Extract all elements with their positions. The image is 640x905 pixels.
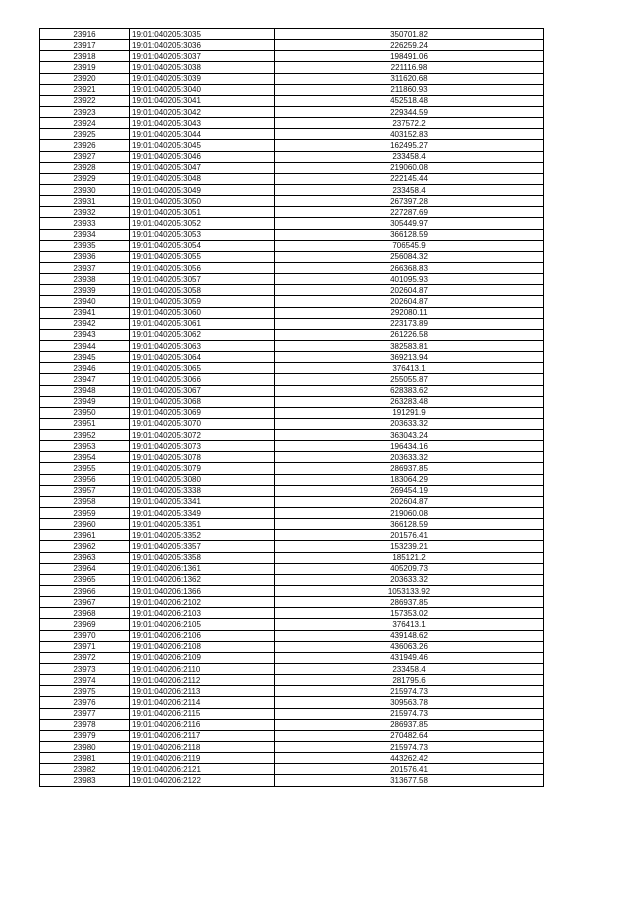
table-row (40, 463, 544, 474)
cadastral-number-cell: 19:01:040205:3064 (130, 352, 275, 363)
row-number-cell: 23983 (40, 775, 130, 786)
row-number-cell: 23956 (40, 474, 130, 485)
row-number-cell: 23973 (40, 664, 130, 675)
table-row (40, 173, 544, 184)
cadastral-value-cell: 237572.2 (275, 118, 544, 129)
cadastral-number-cell: 19:01:040205:3358 (130, 552, 275, 563)
cadastral-number-cell: 19:01:040205:3078 (130, 452, 275, 463)
cadastral-value-cell: 215974.73 (275, 686, 544, 697)
cadastral-value-cell: 191291.9 (275, 407, 544, 418)
cadastral-number-cell: 19:01:040205:3058 (130, 285, 275, 296)
cadastral-number-cell: 19:01:040205:3054 (130, 240, 275, 251)
row-number-cell: 23937 (40, 262, 130, 273)
table-row (40, 474, 544, 485)
cadastral-value-cell: 183064.29 (275, 474, 544, 485)
cadastral-value-cell: 221116.98 (275, 62, 544, 73)
row-number-cell: 23959 (40, 508, 130, 519)
cadastral-number-cell: 19:01:040205:3349 (130, 508, 275, 519)
cadastral-value-cell: 196434.16 (275, 441, 544, 452)
cadastral-value-cell: 202604.87 (275, 285, 544, 296)
cadastral-value-cell: 366128.59 (275, 229, 544, 240)
cadastral-value-cell: 405209.73 (275, 563, 544, 574)
cadastral-number-cell: 19:01:040206:2119 (130, 753, 275, 764)
cadastral-number-cell: 19:01:040205:3357 (130, 541, 275, 552)
table-row (40, 62, 544, 73)
cadastral-number-cell: 19:01:040205:3043 (130, 118, 275, 129)
cadastral-number-cell: 19:01:040205:3050 (130, 196, 275, 207)
cadastral-number-cell: 19:01:040206:1366 (130, 586, 275, 597)
cadastral-value-cell: 215974.73 (275, 708, 544, 719)
row-number-cell: 23935 (40, 240, 130, 251)
table-row (40, 118, 544, 129)
cadastral-value-cell: 233458.4 (275, 184, 544, 195)
cadastral-value-cell: 382583.81 (275, 340, 544, 351)
cadastral-number-cell: 19:01:040205:3056 (130, 262, 275, 273)
row-number-cell: 23946 (40, 363, 130, 374)
cadastral-number-cell: 19:01:040205:3046 (130, 151, 275, 162)
cadastral-number-cell: 19:01:040205:3067 (130, 385, 275, 396)
table-row (40, 764, 544, 775)
table-row (40, 329, 544, 340)
table-row (40, 307, 544, 318)
table-row (40, 40, 544, 51)
table-row (40, 296, 544, 307)
cadastral-value-cell: 219060.08 (275, 162, 544, 173)
cadastral-value-cell: 443262.42 (275, 753, 544, 764)
cadastral-value-cell: 292080.11 (275, 307, 544, 318)
cadastral-value-cell: 286937.85 (275, 463, 544, 474)
table-row (40, 652, 544, 663)
row-number-cell: 23932 (40, 207, 130, 218)
row-number-cell: 23955 (40, 463, 130, 474)
cadastral-value-cell: 198491.06 (275, 51, 544, 62)
table-row (40, 441, 544, 452)
cadastral-value-table (39, 28, 544, 787)
table-row (40, 530, 544, 541)
row-number-cell: 23964 (40, 563, 130, 574)
row-number-cell: 23975 (40, 686, 130, 697)
cadastral-number-cell: 19:01:040205:3080 (130, 474, 275, 485)
cadastral-number-cell: 19:01:040206:2109 (130, 652, 275, 663)
row-number-cell: 23953 (40, 441, 130, 452)
cadastral-number-cell: 19:01:040206:2121 (130, 764, 275, 775)
cadastral-number-cell: 19:01:040205:3066 (130, 374, 275, 385)
row-number-cell: 23936 (40, 251, 130, 262)
cadastral-value-cell: 153239.21 (275, 541, 544, 552)
cadastral-value-cell: 261226.58 (275, 329, 544, 340)
row-number-cell: 23922 (40, 95, 130, 106)
row-number-cell: 23971 (40, 641, 130, 652)
cadastral-number-cell: 19:01:040205:3063 (130, 340, 275, 351)
cadastral-value-cell: 223173.89 (275, 318, 544, 329)
row-number-cell: 23965 (40, 574, 130, 585)
table-row (40, 374, 544, 385)
cadastral-value-cell: 229344.59 (275, 106, 544, 117)
table-row (40, 218, 544, 229)
cadastral-value-cell: 219060.08 (275, 508, 544, 519)
table-row (40, 318, 544, 329)
table-row (40, 641, 544, 652)
table-row (40, 574, 544, 585)
row-number-cell: 23917 (40, 40, 130, 51)
table-row (40, 73, 544, 84)
cadastral-value-cell: 363043.24 (275, 430, 544, 441)
cadastral-number-cell: 19:01:040205:3062 (130, 329, 275, 340)
row-number-cell: 23951 (40, 418, 130, 429)
cadastral-number-cell: 19:01:040206:2108 (130, 641, 275, 652)
row-number-cell: 23962 (40, 541, 130, 552)
table-row (40, 184, 544, 195)
cadastral-value-cell: 350701.82 (275, 29, 544, 40)
table-row (40, 664, 544, 675)
cadastral-value-cell: 366128.59 (275, 519, 544, 530)
row-number-cell: 23918 (40, 51, 130, 62)
cadastral-value-cell: 270482.64 (275, 730, 544, 741)
table-row (40, 129, 544, 140)
row-number-cell: 23958 (40, 496, 130, 507)
table-row (40, 719, 544, 730)
table-row (40, 151, 544, 162)
table-row (40, 608, 544, 619)
cadastral-value-cell: 281795.6 (275, 675, 544, 686)
cadastral-value-cell: 376413.1 (275, 363, 544, 374)
cadastral-value-cell: 267397.28 (275, 196, 544, 207)
cadastral-value-cell: 201576.41 (275, 530, 544, 541)
cadastral-number-cell: 19:01:040206:2113 (130, 686, 275, 697)
row-number-cell: 23978 (40, 719, 130, 730)
cadastral-value-cell: 376413.1 (275, 619, 544, 630)
row-number-cell: 23981 (40, 753, 130, 764)
cadastral-value-cell: 157353.02 (275, 608, 544, 619)
table-row (40, 485, 544, 496)
row-number-cell: 23976 (40, 697, 130, 708)
row-number-cell: 23960 (40, 519, 130, 530)
cadastral-number-cell: 19:01:040205:3041 (130, 95, 275, 106)
cadastral-value-cell: 203633.32 (275, 574, 544, 585)
cadastral-number-cell: 19:01:040206:2106 (130, 630, 275, 641)
cadastral-value-cell: 202604.87 (275, 496, 544, 507)
row-number-cell: 23952 (40, 430, 130, 441)
cadastral-number-cell: 19:01:040205:3049 (130, 184, 275, 195)
table-row (40, 697, 544, 708)
row-number-cell: 23982 (40, 764, 130, 775)
cadastral-value-cell: 263283.48 (275, 396, 544, 407)
row-number-cell: 23921 (40, 84, 130, 95)
table-row (40, 240, 544, 251)
row-number-cell: 23974 (40, 675, 130, 686)
cadastral-number-cell: 19:01:040205:3057 (130, 274, 275, 285)
row-number-cell: 23929 (40, 173, 130, 184)
row-number-cell: 23969 (40, 619, 130, 630)
cadastral-value-cell: 305449.97 (275, 218, 544, 229)
cadastral-number-cell: 19:01:040205:3038 (130, 62, 275, 73)
row-number-cell: 23923 (40, 106, 130, 117)
cadastral-number-cell: 19:01:040205:3036 (130, 40, 275, 51)
cadastral-value-cell: 628383.62 (275, 385, 544, 396)
row-number-cell: 23931 (40, 196, 130, 207)
table-row (40, 775, 544, 786)
table-body (40, 29, 544, 787)
table-row (40, 352, 544, 363)
cadastral-number-cell: 19:01:040206:1361 (130, 563, 275, 574)
row-number-cell: 23961 (40, 530, 130, 541)
cadastral-number-cell: 19:01:040205:3040 (130, 84, 275, 95)
cadastral-number-cell: 19:01:040205:3039 (130, 73, 275, 84)
cadastral-value-cell: 311620.68 (275, 73, 544, 84)
cadastral-number-cell: 19:01:040205:3073 (130, 441, 275, 452)
cadastral-number-cell: 19:01:040205:3037 (130, 51, 275, 62)
table-row (40, 496, 544, 507)
row-number-cell: 23920 (40, 73, 130, 84)
cadastral-number-cell: 19:01:040205:3069 (130, 407, 275, 418)
cadastral-number-cell: 19:01:040205:3351 (130, 519, 275, 530)
table-row (40, 519, 544, 530)
table-row (40, 407, 544, 418)
table-row (40, 597, 544, 608)
cadastral-value-cell: 203633.32 (275, 452, 544, 463)
cadastral-value-cell: 1053133.92 (275, 586, 544, 597)
cadastral-number-cell: 19:01:040206:1362 (130, 574, 275, 585)
table-row (40, 508, 544, 519)
row-number-cell: 23968 (40, 608, 130, 619)
cadastral-value-cell: 266368.83 (275, 262, 544, 273)
table-row (40, 396, 544, 407)
row-number-cell: 23979 (40, 730, 130, 741)
row-number-cell: 23957 (40, 485, 130, 496)
table-row (40, 229, 544, 240)
cadastral-number-cell: 19:01:040205:3068 (130, 396, 275, 407)
cadastral-value-cell: 226259.24 (275, 40, 544, 51)
row-number-cell: 23963 (40, 552, 130, 563)
table-row (40, 106, 544, 117)
cadastral-value-cell: 162495.27 (275, 140, 544, 151)
row-number-cell: 23926 (40, 140, 130, 151)
cadastral-number-cell: 19:01:040205:3338 (130, 485, 275, 496)
table-row (40, 140, 544, 151)
cadastral-number-cell: 19:01:040205:3060 (130, 307, 275, 318)
cadastral-number-cell: 19:01:040205:3044 (130, 129, 275, 140)
row-number-cell: 23942 (40, 318, 130, 329)
row-number-cell: 23947 (40, 374, 130, 385)
cadastral-value-cell: 313677.58 (275, 775, 544, 786)
cadastral-number-cell: 19:01:040206:2102 (130, 597, 275, 608)
table-row (40, 207, 544, 218)
cadastral-number-cell: 19:01:040205:3065 (130, 363, 275, 374)
row-number-cell: 23977 (40, 708, 130, 719)
table-row (40, 753, 544, 764)
table-row (40, 51, 544, 62)
row-number-cell: 23980 (40, 742, 130, 753)
cadastral-value-cell: 227287.69 (275, 207, 544, 218)
row-number-cell: 23950 (40, 407, 130, 418)
cadastral-number-cell: 19:01:040205:3048 (130, 173, 275, 184)
cadastral-value-cell: 436063.26 (275, 641, 544, 652)
cadastral-number-cell: 19:01:040206:2116 (130, 719, 275, 730)
cadastral-number-cell: 19:01:040206:2117 (130, 730, 275, 741)
row-number-cell: 23943 (40, 329, 130, 340)
cadastral-value-cell: 215974.73 (275, 742, 544, 753)
cadastral-value-cell: 233458.4 (275, 151, 544, 162)
cadastral-value-cell: 233458.4 (275, 664, 544, 675)
table-row (40, 452, 544, 463)
cadastral-number-cell: 19:01:040205:3053 (130, 229, 275, 240)
cadastral-number-cell: 19:01:040205:3061 (130, 318, 275, 329)
row-number-cell: 23925 (40, 129, 130, 140)
row-number-cell: 23972 (40, 652, 130, 663)
table-row (40, 84, 544, 95)
table-row (40, 541, 544, 552)
table-row (40, 29, 544, 40)
cadastral-value-cell: 222145.44 (275, 173, 544, 184)
table-row (40, 586, 544, 597)
cadastral-value-cell: 401095.93 (275, 274, 544, 285)
cadastral-number-cell: 19:01:040205:3047 (130, 162, 275, 173)
cadastral-number-cell: 19:01:040206:2115 (130, 708, 275, 719)
row-number-cell: 23944 (40, 340, 130, 351)
cadastral-value-cell: 211860.93 (275, 84, 544, 95)
cadastral-value-cell: 185121.2 (275, 552, 544, 563)
cadastral-number-cell: 19:01:040205:3352 (130, 530, 275, 541)
row-number-cell: 23949 (40, 396, 130, 407)
row-number-cell: 23916 (40, 29, 130, 40)
cadastral-value-cell: 269454.19 (275, 485, 544, 496)
table-row (40, 730, 544, 741)
cadastral-number-cell: 19:01:040205:3341 (130, 496, 275, 507)
cadastral-value-cell: 286937.85 (275, 597, 544, 608)
cadastral-number-cell: 19:01:040206:2103 (130, 608, 275, 619)
table-row (40, 274, 544, 285)
cadastral-number-cell: 19:01:040206:2118 (130, 742, 275, 753)
table-row (40, 552, 544, 563)
cadastral-number-cell: 19:01:040205:3079 (130, 463, 275, 474)
cadastral-number-cell: 19:01:040205:3072 (130, 430, 275, 441)
cadastral-value-cell: 309563.78 (275, 697, 544, 708)
table-row (40, 675, 544, 686)
table-row (40, 385, 544, 396)
cadastral-value-cell: 439148.62 (275, 630, 544, 641)
table-row (40, 340, 544, 351)
cadastral-value-cell: 452518.48 (275, 95, 544, 106)
row-number-cell: 23967 (40, 597, 130, 608)
cadastral-value-cell: 255055.87 (275, 374, 544, 385)
row-number-cell: 23924 (40, 118, 130, 129)
row-number-cell: 23948 (40, 385, 130, 396)
row-number-cell: 23966 (40, 586, 130, 597)
cadastral-value-cell: 202604.87 (275, 296, 544, 307)
cadastral-value-cell: 706545.9 (275, 240, 544, 251)
cadastral-value-cell: 431949.46 (275, 652, 544, 663)
table-row (40, 418, 544, 429)
cadastral-number-cell: 19:01:040205:3042 (130, 106, 275, 117)
table-row (40, 285, 544, 296)
cadastral-number-cell: 19:01:040206:2122 (130, 775, 275, 786)
row-number-cell: 23919 (40, 62, 130, 73)
cadastral-number-cell: 19:01:040206:2110 (130, 664, 275, 675)
table-row (40, 430, 544, 441)
cadastral-number-cell: 19:01:040205:3051 (130, 207, 275, 218)
cadastral-number-cell: 19:01:040206:2105 (130, 619, 275, 630)
row-number-cell: 23939 (40, 285, 130, 296)
cadastral-number-cell: 19:01:040205:3035 (130, 29, 275, 40)
table-row (40, 619, 544, 630)
cadastral-number-cell: 19:01:040205:3052 (130, 218, 275, 229)
cadastral-value-cell: 256084.32 (275, 251, 544, 262)
row-number-cell: 23941 (40, 307, 130, 318)
table-row (40, 363, 544, 374)
table-row (40, 251, 544, 262)
row-number-cell: 23930 (40, 184, 130, 195)
cadastral-number-cell: 19:01:040205:3059 (130, 296, 275, 307)
table-row (40, 742, 544, 753)
cadastral-value-cell: 201576.41 (275, 764, 544, 775)
cadastral-number-cell: 19:01:040206:2112 (130, 675, 275, 686)
cadastral-number-cell: 19:01:040205:3045 (130, 140, 275, 151)
table-row (40, 630, 544, 641)
row-number-cell: 23928 (40, 162, 130, 173)
row-number-cell: 23934 (40, 229, 130, 240)
cadastral-number-cell: 19:01:040205:3055 (130, 251, 275, 262)
table-row (40, 686, 544, 697)
row-number-cell: 23940 (40, 296, 130, 307)
table-row (40, 196, 544, 207)
cadastral-number-cell: 19:01:040205:3070 (130, 418, 275, 429)
table-row (40, 708, 544, 719)
row-number-cell: 23938 (40, 274, 130, 285)
table-row (40, 95, 544, 106)
cadastral-value-cell: 286937.85 (275, 719, 544, 730)
cadastral-value-cell: 369213.94 (275, 352, 544, 363)
table-row (40, 262, 544, 273)
table-row (40, 563, 544, 574)
row-number-cell: 23945 (40, 352, 130, 363)
row-number-cell: 23954 (40, 452, 130, 463)
cadastral-value-cell: 203633.32 (275, 418, 544, 429)
row-number-cell: 23927 (40, 151, 130, 162)
table-row (40, 162, 544, 173)
cadastral-number-cell: 19:01:040206:2114 (130, 697, 275, 708)
row-number-cell: 23933 (40, 218, 130, 229)
cadastral-value-cell: 403152.83 (275, 129, 544, 140)
row-number-cell: 23970 (40, 630, 130, 641)
